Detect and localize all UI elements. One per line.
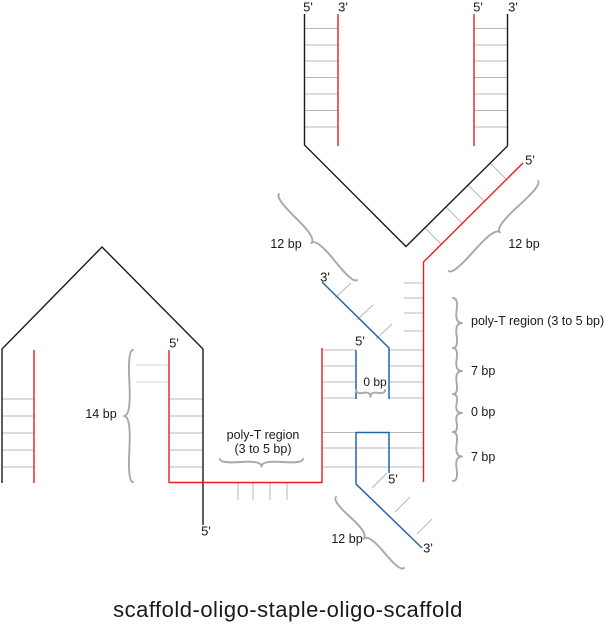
prime-5-top-left-duplex: 5': [303, 0, 313, 15]
brace-polyT-right: [453, 298, 462, 348]
label-12bp-right: 12 bp: [508, 237, 540, 251]
rungs-duplex-top-right: [474, 29, 508, 128]
prime-5-red-right: 5': [525, 152, 535, 168]
rungs-house-left: [2, 399, 34, 467]
ticks-oligo-top: [335, 283, 392, 339]
label-polyT-bottom-line2: (3 to 5 bp): [234, 442, 292, 456]
prime-3-top-left-duplex: 3': [338, 0, 348, 15]
label-polyT-right: poly-T region (3 to 5 bp): [471, 314, 605, 328]
brace-polyT-bottom: [220, 459, 303, 467]
rungs-house-right: [169, 399, 203, 467]
brace-12bp-right: [449, 181, 539, 272]
rungs-duplex-diagonal-right-rung: [446, 207, 463, 224]
brace-0bp-hairpin: [356, 390, 385, 397]
label-12bp-left: 12 bp: [270, 237, 302, 251]
ticks-oligo-bottom-rung: [417, 519, 432, 534]
brace-0bp-right: [453, 394, 462, 432]
rungs-duplex-diagonal-right-rung: [468, 185, 485, 202]
prime-3-oligo-bottom: 3': [423, 540, 433, 556]
strands-layer: [2, 14, 523, 548]
ticks-oligo-top-rung: [357, 305, 373, 320]
prime-5-top-right-duplex: 5': [473, 0, 483, 15]
rungs-hairpin-upper-right: [389, 350, 424, 398]
diagram-title: scaffold-oligo-staple-oligo-scaffold: [113, 597, 463, 622]
brace-14bp: [124, 350, 133, 482]
prime-3-top-right-duplex: 3': [508, 0, 518, 15]
strand-scaffold-top-v: [305, 14, 508, 247]
ticks-oligo-bottom-rung: [395, 497, 410, 512]
ticks-polyT-right-side: [404, 283, 424, 331]
brace-7bp-lower: [453, 432, 462, 481]
ticks-polyT-bottom: [238, 483, 287, 500]
prime-5-scaffold-left: 5': [169, 335, 179, 351]
label-7bp-upper: 7 bp: [471, 364, 496, 378]
rungs-hairpin-upper-left: [322, 350, 356, 398]
rungs-hairpin-lower: [322, 433, 424, 468]
base-pair-rungs-layer: [2, 29, 508, 535]
label-0bp-right: 0 bp: [471, 405, 496, 419]
strand-oligo-bottom: [356, 433, 422, 549]
ticks-oligo-top-rung: [335, 283, 351, 298]
prime-5-oligo-bottom: 5': [388, 471, 398, 487]
rungs-duplex-diagonal-right-rung: [425, 228, 442, 245]
label-0bp-hairpin: 0 bp: [363, 375, 387, 389]
labels-layer: [85, 0, 604, 556]
label-14bp: 14 bp: [85, 407, 117, 421]
brace-7bp-upper: [453, 348, 462, 394]
prime-5-oligo-top: 5': [355, 333, 365, 349]
ticks-oligo-bottom: [372, 473, 432, 534]
strand-scaffold-house: [2, 247, 203, 525]
label-7bp-lower: 7 bp: [471, 450, 496, 464]
ticks-oligo-bottom-rung: [372, 473, 387, 488]
prime-3-oligo-top: 3': [320, 269, 330, 285]
rungs-house-light: [136, 365, 169, 382]
rungs-duplex-diagonal-right-rung: [490, 163, 507, 180]
label-12bp-bottom: 12 bp: [331, 532, 363, 546]
prime-5-house-bottom: 5': [201, 523, 211, 539]
label-polyT-bottom-line1: poly-T region: [226, 428, 300, 442]
rungs-duplex-top-left: [305, 29, 339, 128]
